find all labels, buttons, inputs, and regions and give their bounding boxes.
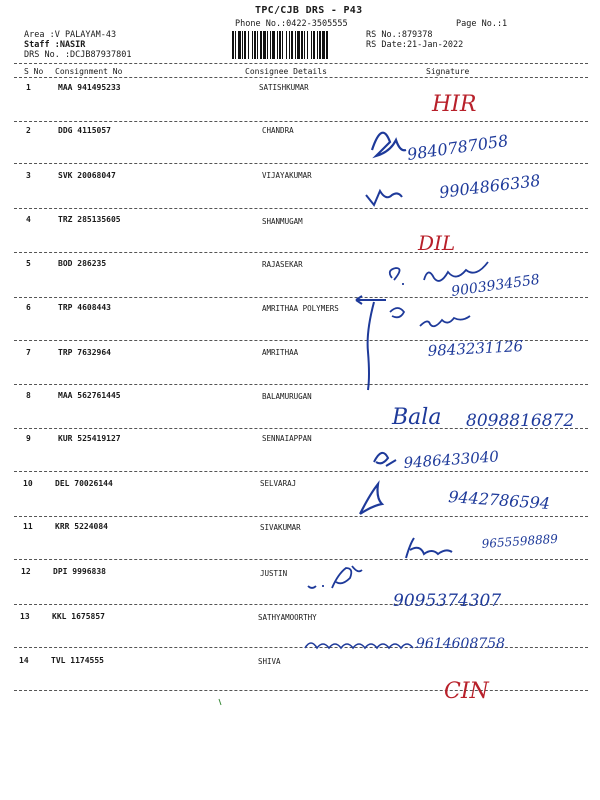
row-consignment: DDG 4115057 xyxy=(58,126,111,135)
row-consignment: KUR 525419127 xyxy=(58,434,121,443)
phone-number: Phone No.:0422-3505555 xyxy=(235,19,348,29)
row-consignment: TRP 7632964 xyxy=(58,348,111,357)
row-sno: 11 xyxy=(23,522,33,531)
hand-phone-13: 9614608758 xyxy=(416,636,506,652)
rs-number: RS No.:879378 xyxy=(366,30,433,40)
signature-13 xyxy=(305,643,413,648)
row-consignment: MAA 941495233 xyxy=(58,83,121,92)
hand-cin: CIN xyxy=(444,679,489,704)
row-consignment: TRZ 285135605 xyxy=(58,215,121,224)
col-consignment: Consignment No xyxy=(55,67,123,76)
row-consignee: SATISHKUMAR xyxy=(259,83,309,92)
row-sno: 2 xyxy=(26,126,31,135)
hand-hir: HIR xyxy=(432,92,477,117)
row-consignee: VIJAYAKUMAR xyxy=(262,171,312,180)
signature-6 xyxy=(390,308,470,326)
row-consignee: CHANDRA xyxy=(262,126,294,135)
row-consignee: SELVARAJ xyxy=(260,479,297,488)
row-consignment: DPI 9996838 xyxy=(53,567,106,576)
row-sno: 10 xyxy=(23,479,33,488)
hand-phone-8: 8098816872 xyxy=(466,411,575,431)
row-consignment: BOD 286235 xyxy=(58,259,107,268)
row-consignment: MAA 562761445 xyxy=(58,391,121,400)
row-consignee: SIVAKUMAR xyxy=(260,523,301,532)
row-consignee: AMRITHAA xyxy=(262,348,299,357)
row-consignee: JUSTIN xyxy=(260,569,288,578)
hand-phone-2: 9840787058 xyxy=(405,130,510,164)
row-sno: 1 xyxy=(26,83,31,92)
row-consignee: RAJASEKAR xyxy=(262,260,303,269)
signature-9 xyxy=(374,453,396,466)
row-sno: 8 xyxy=(26,391,31,400)
row-sno: 6 xyxy=(26,303,31,312)
signature-2 xyxy=(372,133,406,156)
hand-phone-12: 9095374307 xyxy=(393,591,502,611)
arrow-mark xyxy=(356,296,386,390)
hand-phone-10: 9442786594 xyxy=(447,487,551,514)
sheet-title: TPC/CJB DRS - P43 xyxy=(255,5,363,16)
row-sno: 3 xyxy=(26,171,31,180)
rs-date: RS Date:21-Jan-2022 xyxy=(366,40,464,50)
row-consignee: SENNAIAPPAN xyxy=(262,434,312,443)
row-consignment: SVK 20068047 xyxy=(58,171,116,180)
hand-phone-3: 9904866338 xyxy=(438,170,542,202)
row-consignment: DEL 70026144 xyxy=(55,479,113,488)
row-consignee: SHIVA xyxy=(258,657,281,666)
row-consignment: TVL 1174555 xyxy=(51,656,104,665)
row-consignment: TRP 4608443 xyxy=(58,303,111,312)
col-consignee: Consignee Details xyxy=(245,67,327,76)
row-sno: 9 xyxy=(26,434,31,443)
signature-10 xyxy=(360,484,382,514)
signature-3 xyxy=(366,191,402,205)
hand-dil: DIL xyxy=(418,231,456,255)
row-sno: 4 xyxy=(26,215,31,224)
drs-number: DRS No. :DCJB87937801 xyxy=(24,50,132,60)
page-number: Page No.:1 xyxy=(456,19,508,29)
hand-phone-11: 9655598889 xyxy=(481,531,559,551)
row-consignee: AMRITHAA POLYMERS xyxy=(262,304,339,313)
stray-mark xyxy=(219,699,221,705)
hand-bala: Bala xyxy=(392,405,442,430)
row-sno: 12 xyxy=(21,567,31,576)
row-consignee: BALAMURUGAN xyxy=(262,392,312,401)
hand-phone-7: 9843231126 xyxy=(427,337,524,360)
signature-12 xyxy=(308,566,362,588)
row-sno: 14 xyxy=(19,656,29,665)
row-sno: 5 xyxy=(26,259,31,268)
col-sno: S No xyxy=(24,67,44,76)
row-consignee: SHANMUGAM xyxy=(262,217,303,226)
row-consignment: KRR 5224084 xyxy=(55,522,108,531)
hand-phone-9: 9486433040 xyxy=(403,447,500,472)
col-signature: Signature xyxy=(426,67,470,76)
row-sno: 13 xyxy=(20,612,30,621)
area-label: Area :V PALAYAM-43 xyxy=(24,30,117,40)
signature-11 xyxy=(406,538,452,558)
staff-label: Staff :NASIR xyxy=(24,40,86,50)
hand-phone-5: 9003934558 xyxy=(450,271,541,300)
row-consignment: KKL 1675857 xyxy=(52,612,105,621)
row-sno: 7 xyxy=(26,348,31,357)
row-consignee: SATHYAMOORTHY xyxy=(258,613,317,622)
